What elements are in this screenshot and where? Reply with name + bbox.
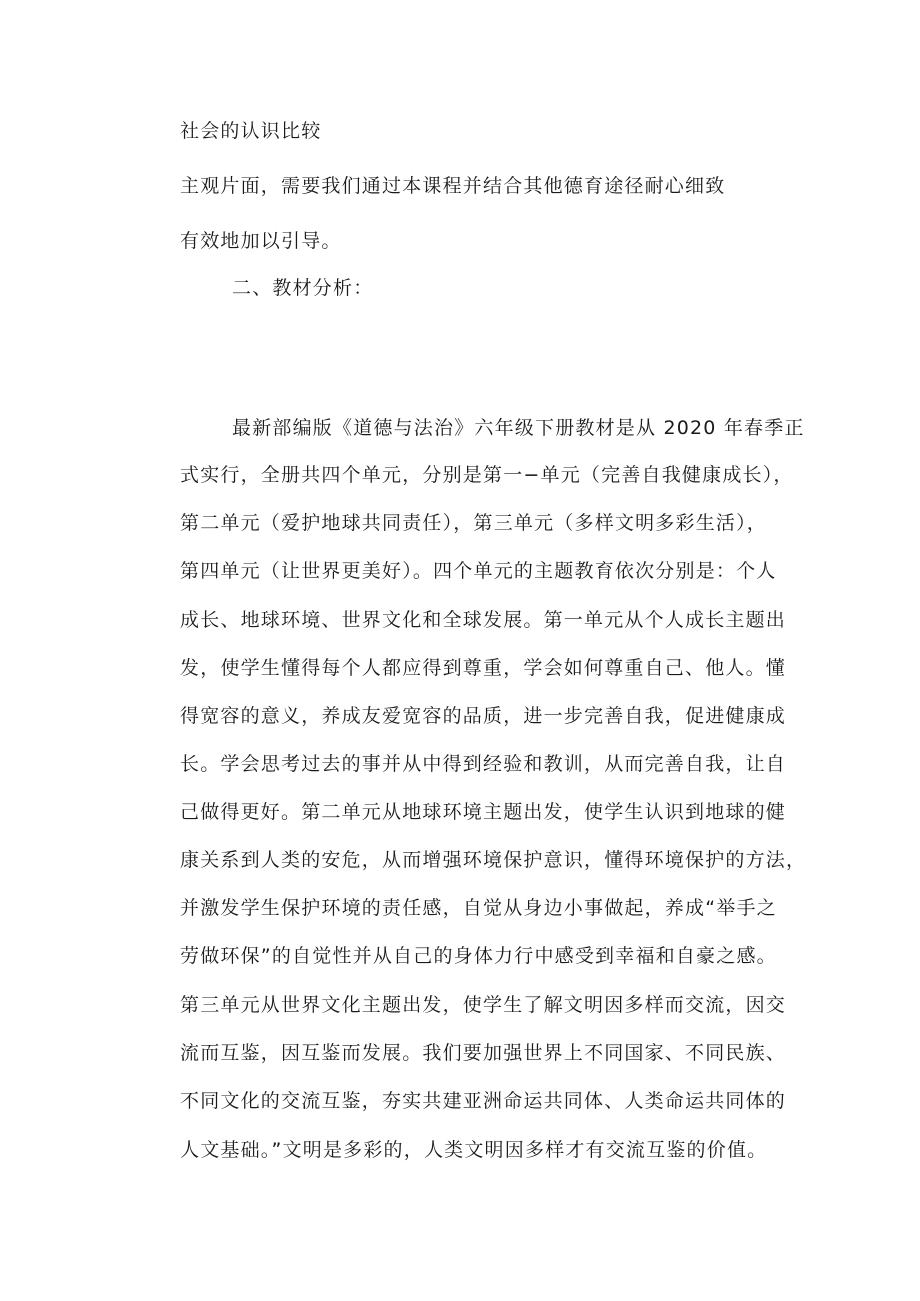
body-line-7: 得宽容的意义，养成友爱宽容的品质，进一步完善自我，促进健康成 — [180, 705, 787, 727]
body-line-4: 第四单元（让世界更美好）。四个单元的主题教育依次分别是：个人 — [180, 560, 777, 582]
body-line-6: 发，使学生懂得每个人都应得到尊重，学会如何尊重自己、他人。懂 — [180, 657, 787, 679]
body-line-9: 己做得更好。第二单元从地球环境主题出发，使学生认识到地球的健 — [180, 801, 787, 823]
body-line-2: 式实行，全册共四个单元，分别是第一−单元（完善自我健康成长）， — [180, 464, 794, 486]
body-line-8: 长。学会思考过去的事并从中得到经验和教训，从而完善自我，让自 — [180, 753, 787, 775]
body-line-1: 最新部编版《道德与法治》六年级下册教材是从 2020 年春季正 — [232, 417, 805, 439]
section-heading: 二、教材分析： — [232, 277, 374, 299]
body-line-5: 成长、地球环境、世界文化和全球发展。第一单元从个人成长主题出 — [180, 609, 787, 631]
body-line-15: 不同文化的交流互鉴，夯实共建亚洲命运共同体、人类命运共同体的 — [180, 1090, 787, 1112]
body-line-13: 第三单元从世界文化主题出发，使学生了解文明因多样而交流，因交 — [180, 994, 787, 1016]
intro-line-1: 社会的认识比较 — [180, 120, 322, 142]
intro-line-3: 有效地加以引导。 — [180, 230, 342, 252]
body-line-12: 劳做环保”的自觉性并从自己的身体力行中感受到幸福和自豪之感。 — [180, 945, 777, 967]
body-line-3: 第二单元（爱护地球共同责任），第三单元（多样文明多彩生活）， — [180, 512, 768, 534]
body-line-16: 人文基础。”文明是多彩的，人类文明因多样才有交流互鉴的价值。 — [180, 1139, 768, 1161]
body-line-14: 流而互鉴，因互鉴而发展。我们要加强世界上不同国家、不同民族、 — [180, 1042, 787, 1064]
intro-line-2: 主观片面，需要我们通过本课程并结合其他德育途径耐心细致 — [180, 175, 726, 197]
body-line-11: 并激发学生保护环境的责任感，自觉从身边小事做起，养成“举手之 — [180, 897, 777, 919]
body-line-10: 康关系到人类的安危，从而增强环境保护意识，懂得环境保护的方法， — [180, 849, 807, 871]
